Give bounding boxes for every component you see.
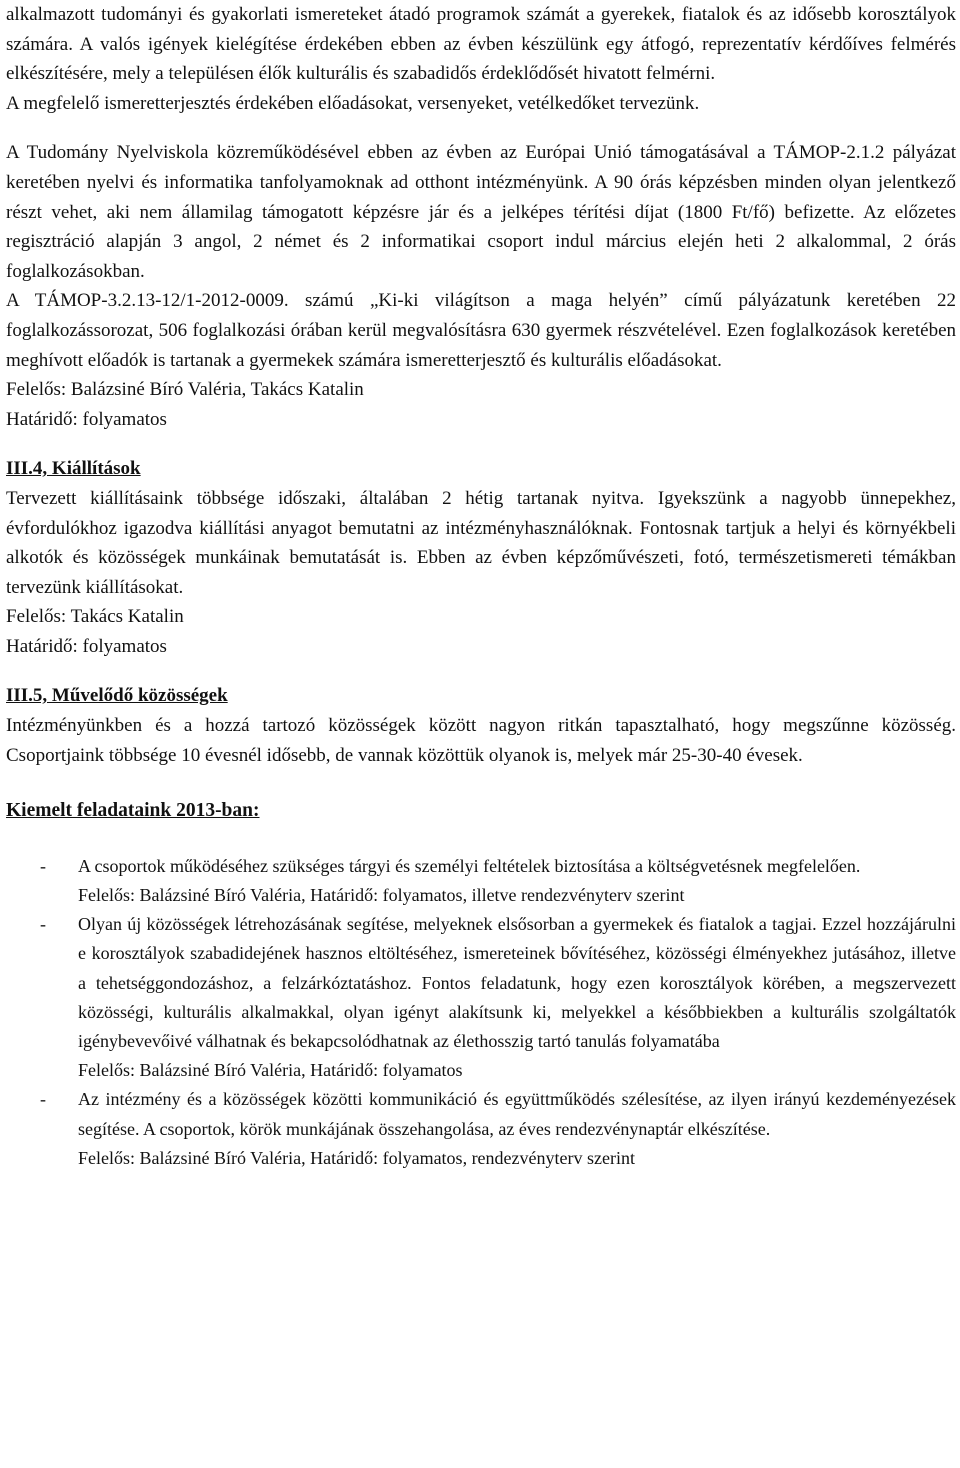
section-heading-kiallitasok: III.4, Kiállítások [6, 458, 141, 480]
intro-paragraph-1: alkalmazott tudományi és gyakorlati ismereteket átadó programok számát a gyerekek, fiatalok és az idősebb korosztályok számára. A valós igények kielégítése érdekében ebben az évben készülünk egy átfogó, reprezentatív kérdőíves felmérés elkészítésére, mely a településen élők kulturális és szabadidős érdeklődősét hivatott felmérni. [6, 4, 956, 85]
spacer [6, 118, 956, 138]
list-item-responsible: Felelős: Balázsiné Bíró Valéria, Határidő: folyamatos, rendezvényterv szerint [78, 1147, 635, 1168]
spacer [6, 826, 956, 852]
document-page [6, 0, 956, 1173]
intro-paragraph-2: A megfelelő ismeretterjesztés érdekében előadásokat, versenyeket, vetélkedőket tervezünk. [6, 92, 700, 114]
section-heading-kozossegek: III.5, Művelődő közösségek [6, 685, 228, 707]
intro-paragraph-4: A TÁMOP-3.2.13-12/1-2012-0009. számú „Ki-ki világítson a maga helyén” című pályázatunk keretében 22 foglalkozássorozat, 506 foglalkozási órában kerül megvalósításra 630 gyermek részvételével. Ezen foglalkozások keretében meghívott előadók is tartanak a gyermekek számára ismeretterjesztő és kulturális előadásokat. [6, 290, 956, 371]
spacer [6, 434, 956, 454]
section-body-kozossegek: Intézményünkben és a hozzá tartozó közösségek között nagyon ritkán tapasztalható, hogy megszűnne közösség. Csoportjaink többsége 10 évesnél idősebb, de vannak közöttük olyanok is, melyek már 25-30-40 évesek. [6, 715, 956, 766]
intro-paragraph-3: A Tudomány Nyelviskola közreműködésével ebben az évben az Európai Unió támogatásával a TÁMOP-2.1.2 pályázat keretében nyelvi és informatika tanfolyamoknak ad otthont intézményünk. A 90 órás képzésben minden olyan jelentkező részt vehet, aki nem államilag támogatott képzésre jár és a jelképes térítési díjat (1800 Ft/fő) befizette. Az előzetes regisztráció alapján 3 angol, 2 német és 2 informatikai csoport indul március elején heti 2 alkalommal, 2 órás foglalkozásokban. [6, 142, 956, 282]
list-item-responsible: Felelős: Balázsiné Bíró Valéria, Határidő: folyamatos, illetve rendezvényterv szerint [78, 885, 685, 906]
list-dash: - [40, 914, 46, 935]
spacer [6, 770, 956, 796]
list-item-text: Az intézmény és a közösségek közötti kommunikáció és együttműködés szélesítése, az ilyen irányú kezdeményezések segítése. A csoportok, körök munkájának összehangolása, az éves rendezvénynaptár elkészítése. [78, 1089, 956, 1139]
list-item-text: A csoportok működéséhez szükséges tárgyi és személyi feltételek biztosítása a költségvetésnek megfelelően. [78, 855, 861, 876]
spacer [6, 661, 956, 681]
list-item-text: Olyan új közösségek létrehozásának segítése, melyeknek elsősorban a gyermekek és fiatalok a tagjai. Ezzel hozzájárulni e korosztályok szabadidejének hasznos eltöltéséhez, ismereteinek bővítéséhez, közösségi élményekhez jutásához, illetve a tehetséggondozáshoz, a felzárkóztatáshoz. Fontos feladatunk, hogy ezen korosztályok körében, a megszervezett közösségi, kulturális alkalmakkal, olyan igényt alakítsunk ki, melyekkel a későbbiekben a kulturális szolgáltatók igénybevevőivé válhatnak és bekapcsolódhatnak az élethosszig tartó tanulás folyamatába [78, 914, 956, 1052]
intro-deadline: Határidő: folyamatos [6, 408, 167, 430]
kiemelt-list [6, 852, 956, 1173]
list-dash: - [40, 1089, 46, 1110]
list-item [6, 1085, 956, 1173]
list-item-responsible: Felelős: Balázsiné Bíró Valéria, Határidő: folyamatos [78, 1060, 463, 1081]
list-dash: - [40, 855, 46, 876]
kiallitasok-deadline: Határidő: folyamatos [6, 635, 167, 657]
section-body-kiallitasok: Tervezett kiállításaink többsége időszaki, általában 2 hétig tartanak nyitva. Igyekszünk a nagyobb ünnepekhez, évfordulókhoz igazodva kiállítási anyagot bemutatni az intézményhasználóknak. Fontosnak tartjuk a helyi és környékbeli alkotók és közösségek munkáinak bemutatását is. Ebben az évben képzőművészeti, fotó, természetismereti témákban tervezünk kiállításokat. [6, 487, 956, 598]
list-item [6, 910, 956, 1085]
intro-responsible: Felelős: Balázsiné Bíró Valéria, Takács Katalin [6, 379, 364, 401]
list-item [6, 852, 956, 910]
kiallitasok-responsible: Felelős: Takács Katalin [6, 606, 184, 628]
kiemelt-heading: Kiemelt feladataink 2013-ban: [6, 800, 260, 822]
